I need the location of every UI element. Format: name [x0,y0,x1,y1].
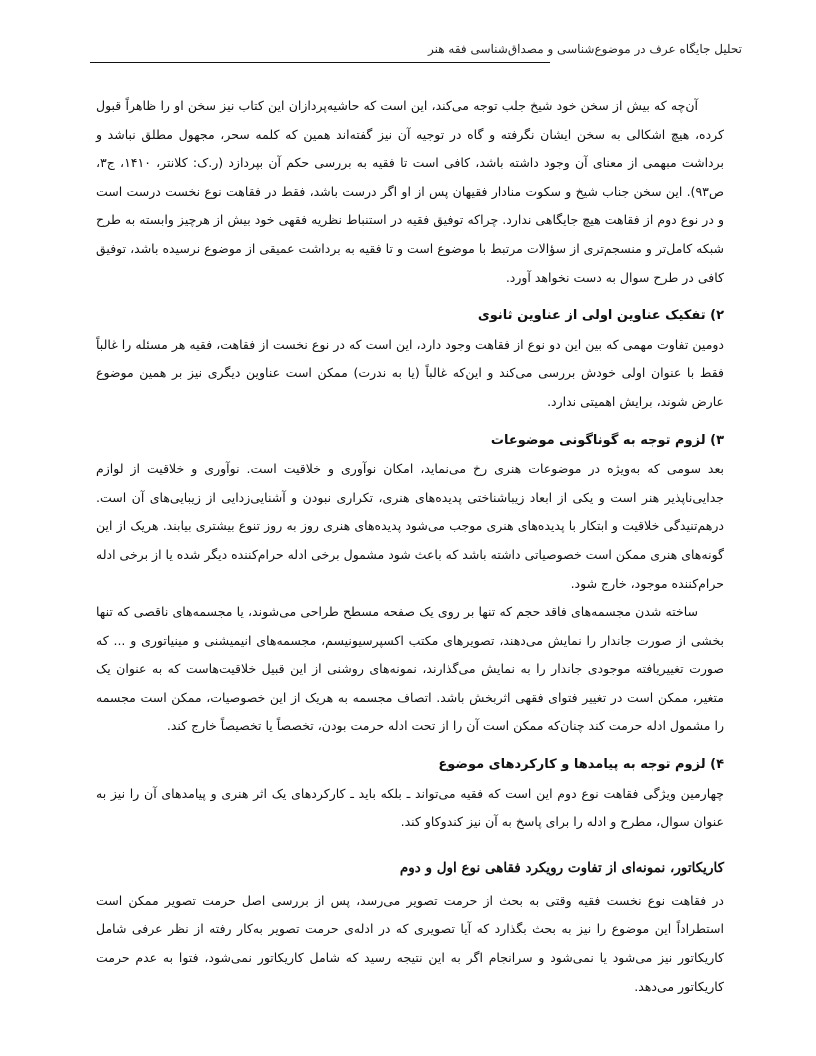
paragraph-3: بعد سومی که به‌ویژه در موضوعات هنری رخ می‌نماید، امکان نوآوری و خلاقیت است. نوآوری و خلاقیت از لوازم جدایی‌ناپذیر هنر است و یکی از ابعاد زیباشناختی پدیده‌های هنری، تکراری نبودن و آشنایی‌زدایی از زیبایی‌های آن است. درهم‌تنیدگی خلاقیت و ابتکار با پدیده‌های هنری موجب می‌شود پدیده‌های هنری روز به روز تنوع بیشتری بیابند. هریک از این گونه‌های هنری ممکن است خصوصیاتی داشته باشد که باعث شود مشمول برخی ادله حرام‌کننده دیگر شده یا از برخی ادله حرام‌کننده موجود، خارج شود. [96,461,724,591]
heading-3: ۳) لزوم توجه به گوناگونی موضوعات [490,432,724,448]
body-text [96,92,724,1001]
paragraph-2: دومین تفاوت مهمی که بین این دو نوع از فقاهت وجود دارد، این است که در نوع نخست از فقاهت، فقیه هر مسئله را غالباً فقط با عنوان اولی خودش بررسی می‌کند و این‌که غالباً (یا به ندرت) ممکن است عناوین دیگری نیز بر همین موضوع عارض شوند، برایش اهمیتی ندارد. [96,336,724,409]
heading-2: ۲) تفکیک عناوین اولی از عناوین ثانوی [477,308,724,324]
heading-4: ۴) لزوم توجه به پیامدها و کارکردهای موضوع [438,757,724,773]
paragraph-1: آن‌چه که بیش از سخن خود شیخ جلب توجه می‌کند، این است که حاشیه‌پردازان این کتاب نیز سخن او را ظاهراً قبول کرده، هیچ اشکالی به سخن ایشان نگرفته و گاه در توجیه آن نیز گفته‌اند همین که کلمه سحر، مجهول مطلق نباشد و برداشت مبهمی از معنای آن وجود داشته باشد، کافی است تا فقیه به بررسی حکم آن بپردازد (ر.ک: کلانتر، ۱۴۱۰، ج۳، ص۹۳). این سخن جناب شیخ و سکوت منادار فقیهان پس از او اگر درست باشد، فقط در فقاهت نوع نخست درست است و در نوع دوم از فقاهت هیچ جایگاهی ندارد. چراکه توفیق فقیه در استنباط نظریه فقهی خود بیش از هرچیز وابسته به طرح شبکه کامل‌تر و منسجم‌تری از سؤالات مرتبط با موضوع است و تا فقیه به برداشت عمیقی از موضوع نرسیده باشد، توفیق کافی در طرح سوال به دست نخواهد آورد. [96,98,725,285]
paragraph-6: در فقاهت نوع نخست فقیه وقتی به بحث از حرمت تصویر می‌رسد، پس از بررسی اصل حرمت تصویر ممکن است استطراداً این موضوع را نیز به بحث بگذارد که آیا تصویری که در ادله‌ی حرمت تصویر به‌کار رفته از نظر عرفی شامل کاریکاتور نیز می‌شود یا نمی‌شود و سرانجام اگر به این نتیجه رسید که شامل کاریکاتور نمی‌شود، فتوا به عدم حرمت کاریکاتور می‌دهد. [96,892,724,994]
running-header: تحلیل جایگاه عرف در موضوع‌شناسی و مصداق‌شناسی فقه هنر [428,42,742,56]
section-heading: کاریکاتور، نمونه‌ای از تفاوت رویکرد فقاهی نوع اول و دوم [399,859,724,876]
paragraph-5: چهارمین ویژگی فقاهت نوع دوم این است که فقیه می‌تواند ـ بلکه باید ـ کارکردهای یک اثر هنری و پیامدهای آن را نیز به عنوان سوال، مطرح و ادله را برای پاسخ به آن نیز کندوکاو کند. [96,785,724,830]
paragraph-4: ساخته شدن مجسمه‌های فاقد حجم که تنها بر روی یک صفحه مسطح طراحی می‌شوند، یا مجسمه‌های ناقصی که تنها بخشی از صورت جاندار را نمایش می‌دهند، تصویرهای مکتب اکسپرسیونیسم، مجسمه‌های انیمیشنی و مینیاتوری و ... که صورت تغییریافته موجودی جاندار را به نمایش می‌گذارند، نمونه‌های روشنی از این قبیل خلاقیت‌هاست که به عنوان یک متغیر، ممکن است در تغییر فتوای فقهی اثربخش باشد. اتصاف مجسمه به هریک از این خصوصیات، ممکن است مجسمه را مشمول ادله حرمت کند چنان‌که ممکن است آن را از تحت ادله حرمت بودن، تخصصاً یا تخصیصاً خارج کند. [96,604,724,734]
header-rule [90,62,550,63]
